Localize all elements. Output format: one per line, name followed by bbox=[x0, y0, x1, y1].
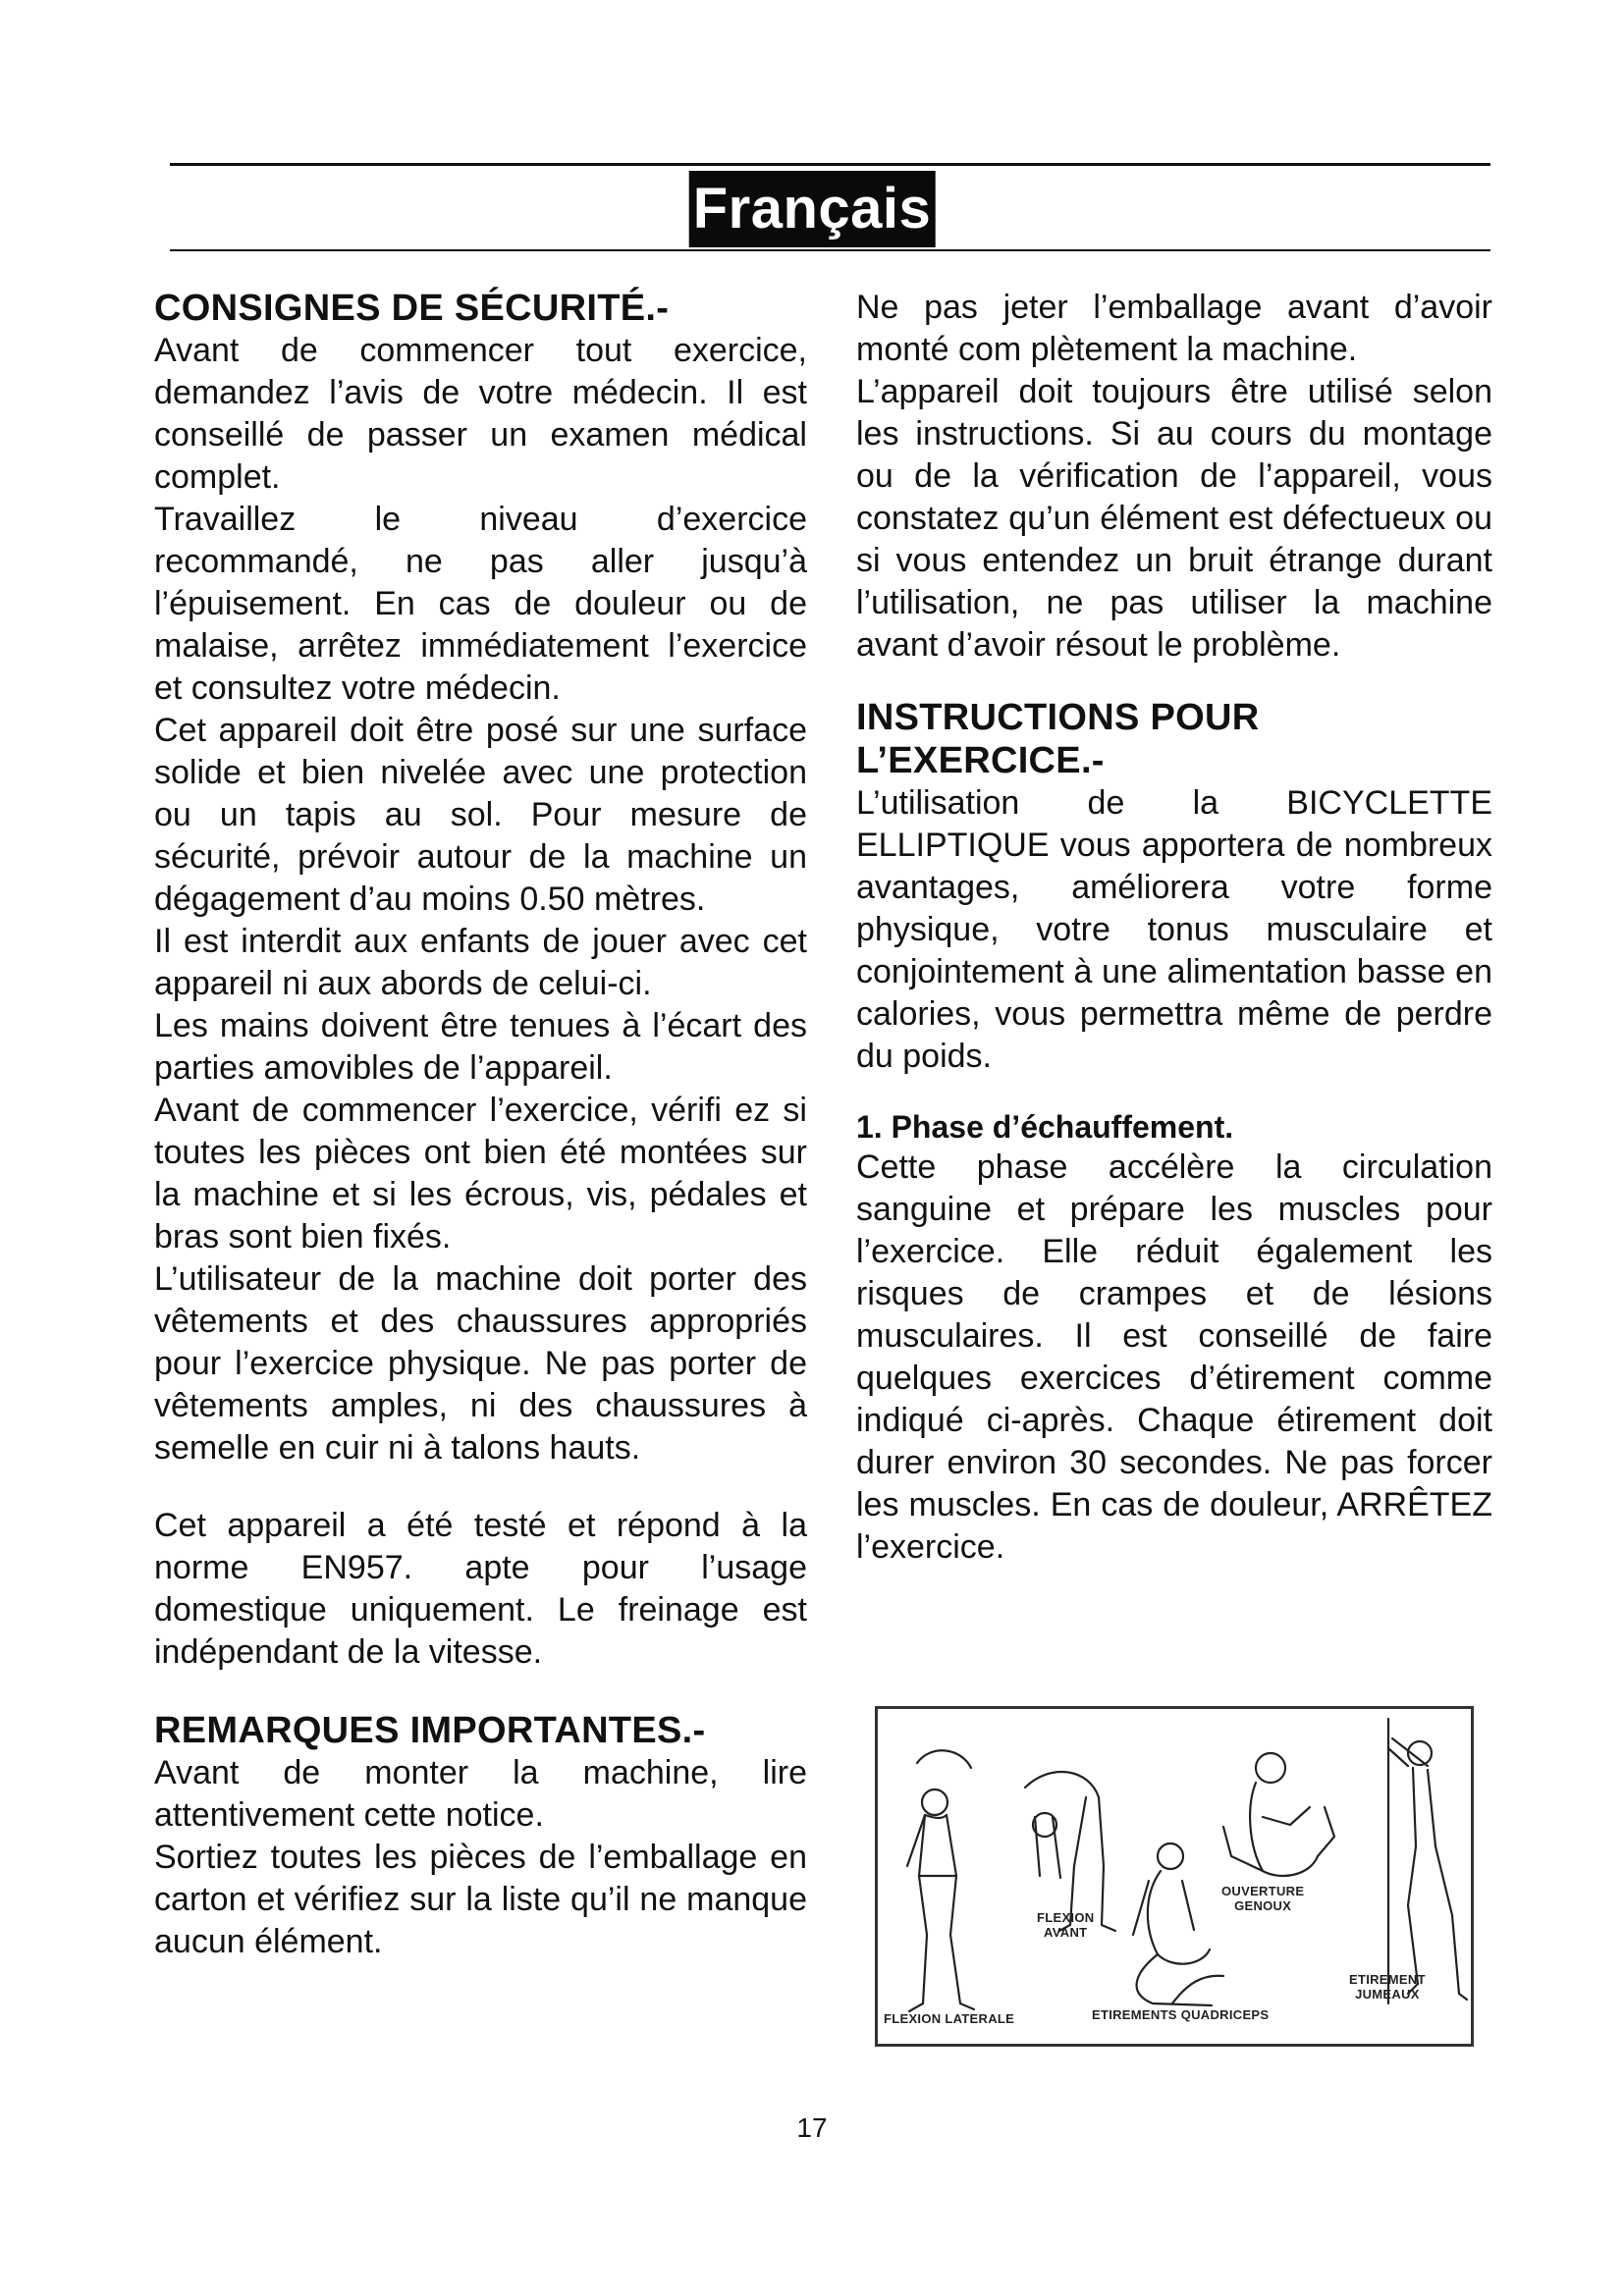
safety-paragraph: Les mains doivent être tenues à l’écart des parties amovibles de l’appareil. bbox=[154, 1007, 807, 1087]
label-forward-flexion bbox=[1037, 1910, 1094, 1940]
label-knees-opening-line2: GENOUX bbox=[1234, 1898, 1292, 1913]
safety-paragraph: Avant de commencer tout exercice, demandez l’avis de votre médecin. Il est conseillé de passer un examen médical complet. bbox=[154, 332, 807, 496]
remarks-paragraph: Avant de monter la machine, lire attentivement cette notice. bbox=[154, 1754, 807, 1834]
label-knees-opening-line1: OUVERTURE bbox=[1221, 1884, 1305, 1898]
left-column bbox=[154, 287, 807, 1963]
calves-stretch-figure bbox=[1388, 1719, 1467, 2003]
header-top-rule bbox=[170, 163, 1490, 166]
lateral-flexion-figure bbox=[907, 1750, 974, 2011]
label-calves-stretch-line1: ETIREMENT bbox=[1349, 1972, 1426, 1987]
forward-flexion-figure bbox=[1025, 1772, 1115, 1931]
instructions-heading-line2: L’EXERCICE.- bbox=[856, 740, 1105, 781]
safety-paragraph: Cet appareil doit être posé sur une surface solide et bien nivelée avec une protection ou un tapis au sol. Pour mesure de sécurité, prévoir autour de la machine un dégagement d’au moins 0.50 mètres. bbox=[154, 712, 807, 918]
safety-paragraph: L’utilisateur de la machine doit porter des vêtements et des chaussures appropriés pour l’exercice physique. Ne pas porter de vêtements amples, ni des chaussures à semelle en cuir ni à talons hauts. bbox=[154, 1260, 807, 1467]
label-lateral-flexion: FLEXION LATERALE bbox=[884, 2011, 1015, 2026]
safety-heading: CONSIGNES DE SÉCURITÉ.- bbox=[154, 288, 670, 329]
intro-paragraph: Ne pas jeter l’emballage avant d’avoir monté com plètement la machine. bbox=[856, 289, 1492, 368]
remarks-heading: REMARQUES IMPORTANTES.- bbox=[154, 1710, 706, 1751]
instructions-heading-line1: INSTRUCTIONS POUR bbox=[856, 697, 1260, 738]
instructions-paragraph: L’utilisation de la BICYCLETTE ELLIPTIQUE vous apportera de nombreux avantages, améliorera votre forme physique, votre tonus musculaire et conjointement à une alimentation basse en calories, vous permettra même de perdre du poids. bbox=[856, 784, 1492, 1075]
warmup-paragraph: Cette phase accélère la circulation sanguine et prépare les muscles pour l’exercice. Elle réduit également les risques de crampes et de lésions musculaires. Il est conseillé de faire quelques exercices d’étirement comme indiqué ci-après. Chaque étirement doit durer environ 30 secondes. Ne pas forcer les muscles. En cas de douleur, ARRÊTEZ l’exercice. bbox=[856, 1148, 1492, 1566]
label-calves-stretch bbox=[1349, 1972, 1426, 2002]
label-quadriceps: ETIREMENTS QUADRICEPS bbox=[1092, 2007, 1270, 2022]
warmup-heading: 1. Phase d’échauffement. bbox=[856, 1109, 1234, 1145]
label-forward-flexion-line2: AVANT bbox=[1044, 1925, 1088, 1940]
safety-paragraph: Travaillez le niveau d’exercice recommandé, ne pas aller jusqu’à l’épuisement. En cas de douleur ou de malaise, arrêtez immédiatement l’exercice et consultez votre médecin. bbox=[154, 501, 807, 707]
knees-opening-figure bbox=[1223, 1753, 1334, 1876]
label-knees-opening bbox=[1221, 1884, 1304, 1913]
intro-paragraph: L’appareil doit toujours être utilisé selon les instructions. Si au cours du montage ou de la vérification de l’appareil, vous constatez qu’un élément est défectueux ou si vous entendez un bruit étrange durant l’utilisation, ne pas utiliser la machine avant d’avoir résout le problème. bbox=[856, 373, 1492, 664]
quadriceps-figure bbox=[1133, 1843, 1223, 2005]
remarks-paragraph: Sortiez toutes les pièces de l’emballage en carton et vérifiez sur la liste qu’il ne manque aucun élément. bbox=[154, 1839, 807, 1960]
stretching-figure bbox=[875, 1706, 1474, 2047]
page-number: 17 bbox=[796, 2112, 828, 2143]
right-column bbox=[856, 287, 1492, 1569]
header-bottom-rule bbox=[170, 249, 1490, 251]
label-forward-flexion-line1: FLEXION bbox=[1037, 1910, 1095, 1925]
safety-paragraph: Cet appareil a été testé et répond à la norme EN957. apte pour l’usage domestique uniquement. Le freinage est indépendant de la vitesse. bbox=[154, 1507, 807, 1671]
safety-paragraph: Il est interdit aux enfants de jouer avec cet appareil ni aux abords de celui-ci. bbox=[154, 923, 807, 1002]
label-calves-stretch-line2: JUMEAUX bbox=[1355, 1987, 1420, 2002]
language-badge: Français bbox=[689, 171, 936, 247]
safety-paragraph: Avant de commencer l’exercice, vérifi ez si toutes les pièces ont bien été montées sur la machine et si les écrous, vis, pédales et bras sont bien fixés. bbox=[154, 1092, 807, 1255]
